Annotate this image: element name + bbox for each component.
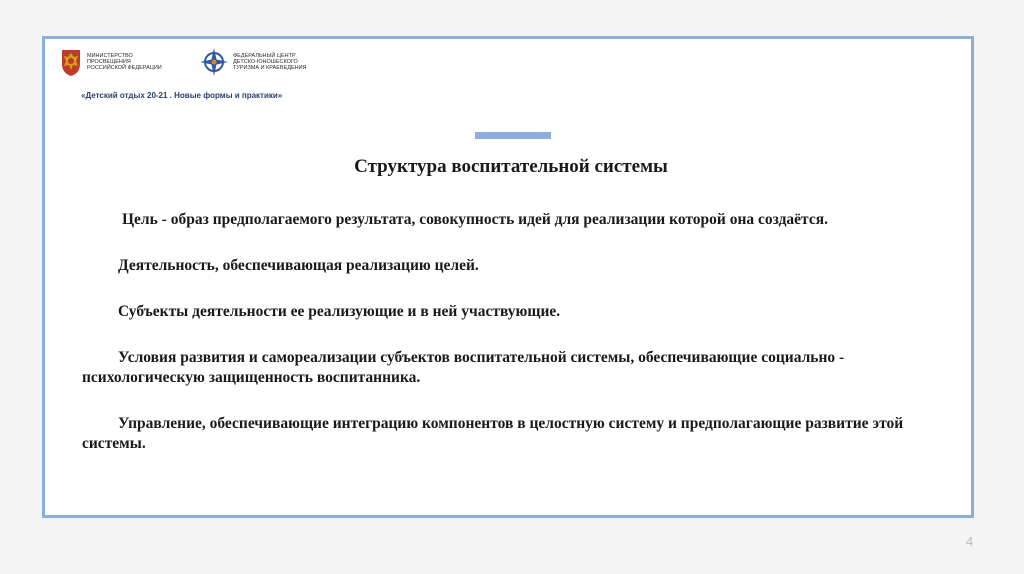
page-number: 4 [966, 534, 974, 549]
slide-content [82, 210, 942, 480]
paragraph-conditions: Условия развития и самореализации субъектов воспитательной системы, обеспечивающие социально - психологическую защищенность воспитанника. [82, 349, 845, 386]
center-name-line-1: ФЕДЕРАЛЬНЫЙ ЦЕНТР [233, 53, 296, 59]
paragraph-activity: Деятельность, обеспечивающая реализацию целей. [118, 257, 479, 274]
accent-bar [475, 132, 551, 139]
tagline: «Детский отдых 20-21 . Новые формы и практики» [81, 91, 283, 100]
compass-star-icon [199, 47, 229, 77]
center-name [233, 53, 313, 71]
center-logo [199, 47, 313, 77]
center-name-line-2: ДЕТСКО-ЮНОШЕСКОГО [233, 59, 298, 65]
paragraph-subjects: Субъекты деятельности ее реализующие и в ней участвующие. [118, 303, 561, 320]
paragraph-management: Управление, обеспечивающие интеграцию компонентов в целостную систему и предполагающие развитие этой системы. [82, 415, 904, 452]
paragraph-goal: Цель - образ предполагаемого результата, совокупность идей для реализации которой она создаётся. [122, 211, 828, 228]
center-name-line-3: ТУРИЗМА И КРАЕВЕДЕНИЯ [233, 65, 307, 71]
ministry-name-line-1: МИНИСТЕРСТВО ПРОСВЕЩЕНИЯ [87, 53, 133, 65]
slide-frame [42, 36, 974, 518]
header-logos [59, 47, 359, 103]
coat-of-arms-icon [59, 47, 83, 77]
ministry-name [87, 53, 167, 71]
ministry-logo [59, 47, 167, 77]
slide-title: Структура воспитательной системы [354, 156, 668, 177]
ministry-name-line-2: РОССИЙСКОЙ ФЕДЕРАЦИИ [87, 65, 162, 71]
